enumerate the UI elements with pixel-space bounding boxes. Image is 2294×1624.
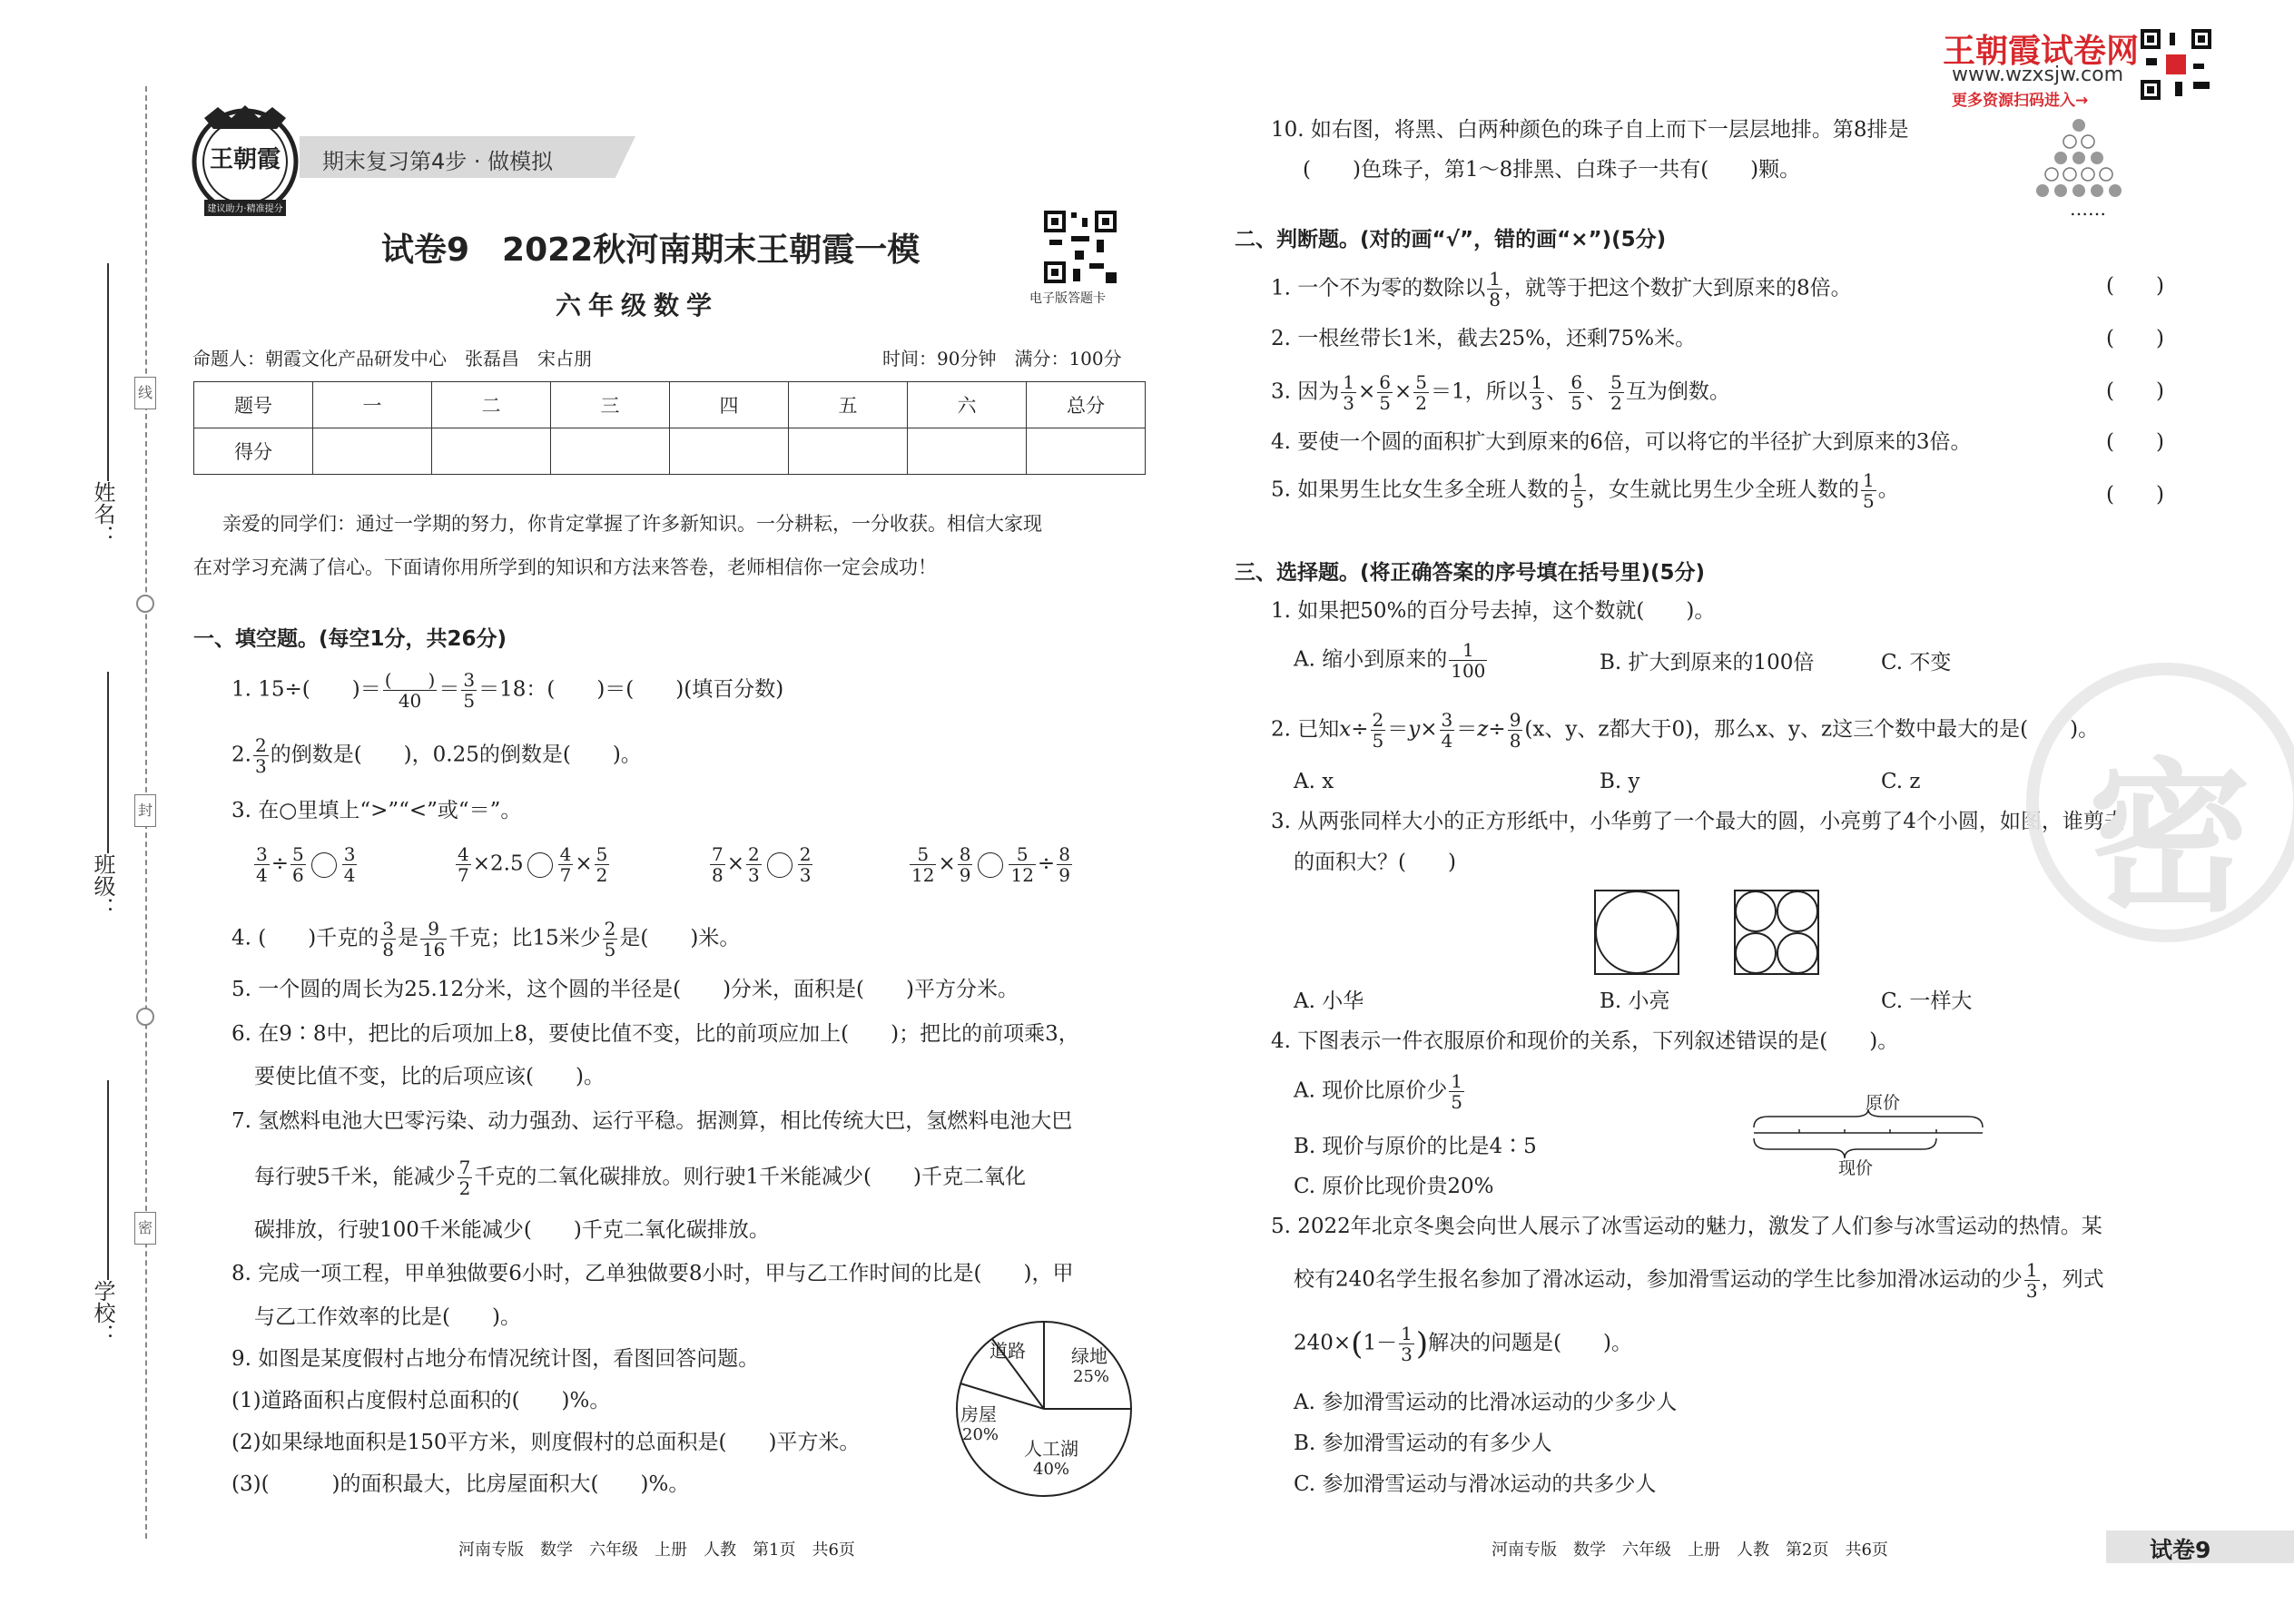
qr-caption: 电子版答题卡 [1029,291,1106,306]
section3-title: 三、选择题。(将正确答案的序号填在括号里)(5分) [1235,561,1706,585]
fraction [1009,844,1035,885]
q3-1-option-c[interactable]: C. 不变 [1881,651,1952,674]
q2-1 [1271,269,1852,310]
denominator: 12 [911,864,935,886]
text: ，列式 [2041,1267,2104,1292]
denominator: 2 [596,864,608,886]
denominator: 5 [604,939,616,960]
numerator: 1 [1489,268,1501,290]
numerator: 7 [458,1156,471,1178]
fraction [1609,372,1624,413]
name-label: 姓名： [90,481,115,546]
numerator: 9 [420,919,447,940]
fraction [254,844,270,885]
school-line[interactable] [107,1080,109,1280]
fraction [458,1157,473,1198]
text: 校有240名学生报名参加了滑冰运动，参加滑雪运动的学生比参加滑冰运动的少 [1294,1267,2023,1292]
q1-1-a: 1. 15÷( )＝ [231,677,381,702]
fraction [1341,372,1356,413]
binding-hole [136,595,154,613]
text: 4. ( )千克的 [231,926,379,950]
q3-5-option-b[interactable]: B. 参加滑雪运动的有多少人 [1294,1432,1552,1455]
fraction [1570,470,1586,511]
q3-1-option-a[interactable] [1294,640,1489,681]
text: 是 [397,926,418,950]
q3-4-stem: 4. 下图表示一件衣服原价和现价的关系，下列叙述错误的是( )。 [1271,1029,1899,1053]
denominator: 5 [1451,1091,1462,1113]
numerator: 4 [458,843,469,865]
denominator: 6 [292,864,304,886]
logo-sub: 建议助力·精准提分 [207,204,283,214]
q2-4: 4. 要使一个圆的面积扩大到原来的6倍，可以将它的半径扩大到原来的3倍。 [1271,430,1972,454]
operator: ×2.5 [472,851,524,876]
square-four-circles [1734,890,1819,975]
seal-mark-seal: 封 [134,794,156,827]
q1-8-line2: 与乙工作效率的比是( )。 [254,1305,521,1329]
fraction [595,844,610,885]
logo [186,100,304,218]
score-cell[interactable] [432,428,551,475]
judge-paren-3[interactable]: ( ) [2106,379,2164,403]
fraction [2024,1260,2040,1301]
fraction [380,919,396,960]
q1-1 [231,670,783,711]
numerator: 5 [1610,371,1622,393]
numerator: 1 [2025,1259,2038,1281]
fraction [1861,470,1876,511]
q3-3-option-a[interactable]: A. 小华 [1294,989,1364,1013]
label-current-price: 现价 [1838,1158,1874,1178]
denominator: 8 [1489,289,1501,310]
text: ，女生就比男生少全班人数的 [1588,477,1859,502]
pie-label-road: 道路 [989,1340,1026,1362]
footer-right: 河南专版 数学 六年级 上册 人教 第2页 共6页 [1492,1540,1888,1560]
numerator: 4 [559,843,572,865]
label-original-price: 原价 [1866,1093,1901,1113]
fraction [1449,1071,1464,1112]
numerator: 6 [1379,371,1392,393]
time-score: 时间：90分钟 满分：100分 [882,348,1122,369]
text: (x、y、z都大于0)，那么x、y、z这三个数中最大的是( )。 [1524,717,2100,742]
fraction [1377,372,1393,413]
bead-ellipsis: …… [2070,198,2106,220]
q1-9-sub1: (1)道路面积占度假村总面积的( )%。 [231,1389,611,1412]
secret-stamp-text: 密 [2088,744,2252,934]
score-head-5: 五 [789,382,908,428]
q1-5: 5. 一个圆的周长为25.12分米，这个圆的半径是( )分米，面积是( )平方分米。 [231,978,1019,1001]
fraction [1569,372,1584,413]
fraction [910,844,936,885]
q3-5-option-a[interactable]: A. 参加滑雪运动的比滑冰运动的少多少人 [1294,1391,1678,1414]
operator: ÷ [1037,851,1056,876]
q1-7-line3: 碳排放，行驶100千米能减少( )千克二氧化碳排放。 [254,1218,770,1242]
q1-3-item-2 [454,844,611,885]
judge-paren-1[interactable]: ( ) [2106,274,2164,298]
denominator: 100 [1451,660,1486,682]
q3-5-option-c[interactable]: C. 参加滑雪运动与滑冰运动的共多少人 [1294,1472,1657,1496]
score-cell[interactable] [789,428,908,475]
q3-1-option-b[interactable]: B. 扩大到原来的100倍 [1600,651,1815,674]
compare-circle[interactable] [978,852,1003,878]
pie-label-green: 绿地 [1071,1345,1108,1367]
numerator: 1 [1449,640,1487,661]
operator: ÷ [271,851,290,876]
logo-text: 王朝霞 [209,146,281,173]
q3-4-option-b[interactable]: B. 现价与原价的比是4∶5 [1294,1135,1537,1158]
score-head-label: 题号 [194,382,313,428]
score-head-3: 三 [551,382,670,428]
fraction [603,919,618,960]
fraction [461,670,477,711]
text: 互为倒数。 [1625,379,1730,404]
compare-circle[interactable] [527,852,553,878]
numerator: 1 [1343,371,1354,393]
q1-2-b: 的倒数是( )，0.25的倒数是( )。 [270,743,642,767]
text: 2. 已知 [1271,717,1340,742]
text: ，就等于把这个数扩大到原来的8倍。 [1504,276,1852,300]
q3-3-line2: 的面积大？( ) [1294,851,1456,874]
denominator: 7 [559,864,572,886]
denominator: 5 [1372,730,1384,752]
q3-3-option-c[interactable]: C. 一样大 [1881,989,1973,1013]
text: 3. 因为 [1271,379,1340,404]
pie-label-lake-pct: 40% [1033,1460,1070,1479]
numerator: 8 [959,843,971,865]
judge-paren-2[interactable]: ( ) [2106,327,2164,350]
text: 1. 一个不为零的数除以 [1271,276,1486,300]
denominator: 3 [2025,1280,2038,1302]
site-url: www.wzxsjw.com [1952,64,2124,86]
fraction [383,670,438,711]
q1-7-line1: 7. 氢燃料电池大巴零污染、动力强劲、运行平稳。据测算，相比传统大巴，氢燃料电池大巴 [231,1109,1073,1133]
q3-3-option-b[interactable]: B. 小亮 [1600,989,1670,1013]
fraction [1371,710,1386,751]
paper-subtitle: 六年级数学 [556,290,720,320]
fraction [1487,269,1502,310]
pie-label-house: 房屋 [960,1403,997,1425]
q2-3: 3. 因为 $\frac{1}{3}$ × $\frac{6}{5}$ × $\frac{5}{2}$ ＝1，所以 $\frac{1}{3}$ 、 $\frac{6}{5}$ 、 $\frac{5}{2}$ 互为倒数。 [1271,371,1730,414]
pie-label-lake: 人工湖 [1024,1438,1078,1460]
denominator: 4 [343,864,356,886]
numerator: 3 [1441,709,1453,731]
square-one-circle [1594,890,1679,975]
q1-9-sub3: (3)( )的面积最大，比房屋面积大( )%。 [231,1472,690,1496]
q3-2-option-a[interactable]: A. x [1294,770,1334,793]
denominator: 5 [1379,392,1392,414]
denominator: 2 [1610,392,1622,414]
q3-5-line3: 240×(1－ $\frac{1}{3}$ )解决的问题是( )。 [1294,1323,1633,1365]
fraction [798,844,813,885]
denominator: 5 [1863,490,1875,512]
qr-code[interactable] [1042,209,1118,285]
numerator: 5 [910,844,936,865]
q1-4 [231,919,740,960]
text: 。 [1877,477,1899,502]
denominator: 3 [1343,392,1354,414]
denominator: 3 [1531,392,1543,414]
text: 千克；比15米少 [448,926,601,950]
class-line[interactable] [107,672,109,853]
q3-2-option-b[interactable]: B. y [1600,770,1640,793]
fraction [1530,372,1545,413]
numerator: 1 [1531,371,1543,393]
operator: × [938,851,956,876]
section2-title: 二、判断题。(对的画“√”，错的画“×”)(5分) [1235,228,1667,251]
numerator: 2 [254,734,267,756]
q2-2: 2. 一根丝带长1米，截去25%，还剩75%米。 [1271,327,1697,350]
numerator: 8 [1058,843,1070,865]
denominator: 7 [458,864,469,886]
fraction [1508,710,1523,751]
numerator: 1 [1572,469,1584,491]
fraction [290,844,306,885]
text: 是( )米。 [619,926,741,950]
q1-9-sub2: (2)如果绿地面积是150平方米，则度假村的总面积是( )平方米。 [231,1431,861,1454]
q3-5-line1: 5. 2022年北京冬奥会向世人展示了冰雪运动的魅力，激发了人们参与冰雪运动的热情。某 [1271,1215,2102,1238]
site-name: 王朝霞试卷网 [1943,33,2140,70]
denominator: 12 [1010,864,1034,886]
denominator: 9 [1058,864,1070,886]
numerator: 3 [463,669,476,691]
denominator: 8 [712,864,724,886]
compare-circle[interactable] [767,852,793,878]
denominator: 3 [748,864,760,886]
denominator: 9 [959,864,971,886]
land-use-pie [953,1318,1135,1500]
score-cell[interactable] [313,428,432,475]
text: 240× [1294,1331,1352,1355]
q1-8-line1: 8. 完成一项工程，甲单独做要6小时，乙单独做要8小时，甲与乙工作时间的比是( )，甲 [231,1262,1074,1285]
fraction [420,919,447,960]
denominator: 5 [463,690,476,712]
score-head-2: 二 [432,382,551,428]
intro-line-1: 亲爱的同学们：通过一学期的努力，你肯定掌握了许多新知识。一分耕耘，一分收获。相信大家现 [222,513,1042,535]
fraction [1413,372,1429,413]
numerator: 5 [596,843,608,865]
score-cell[interactable] [670,428,789,475]
operator: × [726,851,745,876]
numerator: 7 [712,843,724,865]
authors: 命题人：朝霞文化产品研发中心 张磊昌 宋占朋 [192,348,592,369]
numerator: 2 [748,843,760,865]
score-row-label: 得分 [194,428,313,475]
fraction [558,844,574,885]
score-cell[interactable] [1027,428,1146,475]
numerator: 3 [256,843,268,865]
fraction [1399,1324,1414,1364]
school-label: 学校： [90,1280,115,1345]
text: 每行驶5千米，能减少 [254,1165,456,1189]
score-head-6: 六 [908,382,1027,428]
fraction [456,844,471,885]
q3-5-line2 [1294,1260,2104,1301]
numerator: 2 [1372,709,1384,731]
q1-10-line2: ( )色珠子，第1～8排黑、白珠子一共有( )颗。 [1303,158,1801,182]
q1-9-stem: 9. 如图是某度假村占地分布情况统计图，看图回答问题。 [231,1347,760,1371]
score-head-4: 四 [670,382,789,428]
q3-2-option-c[interactable]: C. z [1881,770,1921,793]
footer-left: 河南专版 数学 六年级 上册 人教 第1页 共6页 [458,1540,855,1560]
q3-4-option-c[interactable]: C. 原价比现价贵20% [1294,1175,1494,1198]
text: 千克的二氧化碳排放。则行驶1千米能减少( )千克二氧化 [474,1165,1026,1189]
fraction [710,844,725,885]
q1-2 [231,735,642,776]
numerator: ( ) [384,669,436,691]
compare-circle[interactable] [311,852,337,878]
numerator: 5 [292,843,304,865]
numerator: 3 [343,843,356,865]
text: ＝1，所以 [1431,379,1528,404]
numerator: 1 [1401,1323,1413,1344]
text: 5. 如果男生比女生多全班人数的 [1271,477,1570,502]
seal-mark-line: 线 [134,377,156,409]
denominator: 8 [1509,730,1521,752]
numerator: 2 [799,843,812,865]
class-label: 班级： [90,853,115,919]
score-head-total: 总分 [1027,382,1146,428]
q3-4-option-a[interactable] [1294,1071,1466,1112]
numerator: 5 [1009,844,1035,865]
judge-paren-4[interactable]: ( ) [2106,430,2164,454]
denominator: 8 [382,939,394,960]
q1-6-line2: 要使比值不变，比的后项应该( )。 [254,1065,605,1088]
binding-hole [136,1008,154,1026]
fraction [342,844,358,885]
numerator: 9 [1509,709,1521,731]
denominator: 4 [256,864,268,886]
fraction [1057,844,1072,885]
q1-1-b: ＝ [438,677,460,702]
denominator: 40 [398,690,422,712]
q1-3-item-4 [908,844,1074,885]
q1-6-line1: 6. 在9∶8中，把比的后项加上8，要使比值不变，比的前项应加上( )；把比的前项乘3， [231,1022,1079,1046]
denominator: 5 [1570,392,1583,414]
q1-7-line2 [254,1157,1026,1198]
q3-1-stem: 1. 如果把50%的百分号去掉，这个数就( )。 [1271,599,1716,623]
intro-line-2: 在对学习充满了信心。下面请你用所学到的知识和方法来答卷，老师相信你一定会成功！ [193,556,937,578]
judge-paren-5[interactable]: ( ) [2106,483,2164,507]
denominator: 3 [799,864,812,886]
numerator: 1 [1451,1070,1462,1092]
denominator: 3 [1401,1343,1413,1365]
pie-label-house-pct: 20% [962,1425,999,1444]
denominator: 4 [1441,730,1453,752]
text: 解决的问题是( )。 [1428,1331,1633,1355]
score-cell[interactable] [908,428,1027,475]
fraction [1449,640,1487,681]
denominator: 2 [458,1177,471,1199]
q1-3: 3. 在○里填上“>”“<”或“＝”。 [231,799,522,822]
numerator: 6 [1570,371,1583,393]
numerator: 1 [1863,469,1875,491]
operator: × [575,851,593,876]
numerator: 2 [604,918,616,940]
name-line[interactable] [107,263,109,481]
bead-figure [2020,116,2138,198]
site-more: 更多资源扫码进入→ [1952,92,2089,110]
score-table [193,381,1146,475]
q3-3-line1: 3. 从两张同样大小的正方形纸中，小华剪了一个最大的圆，小亮剪了4个小圆，如图，谁剪去 [1271,810,2125,833]
q2-5 [1271,470,1899,511]
score-head-1: 一 [313,382,432,428]
footer-tag: 试卷9 [2150,1537,2211,1563]
fraction [746,844,762,885]
q1-10-line1: 10. 如右图，将黑、白两种颜色的珠子自上而下一层层地排。第8排是 [1271,118,1909,142]
pie-label-green-pct: 25% [1073,1367,1110,1386]
text: A. 现价比原价少 [1294,1078,1448,1103]
q1-2-a: 2. [231,743,251,767]
score-cell[interactable] [551,428,670,475]
fraction [253,735,269,776]
fraction [958,844,973,885]
q3-2-stem: 2. 已知x÷ $\frac{2}{5}$ ＝y× $\frac{3}{4}$ ＝z÷ $\frac{9}{8}$ (x、y、z都大于0)，那么x、y、z这三个数中最大的是( )。 [1271,709,2100,752]
seal-mark-secret: 密 [134,1212,156,1245]
denominator: 3 [254,755,267,777]
q1-3-item-3 [708,844,814,885]
denominator: 2 [1415,392,1428,414]
banner-text: 期末复习第4步 · 做模拟 [322,149,554,174]
section1-title: 一、填空题。(每空1分，共26分) [193,627,507,651]
denominator: 16 [421,939,446,960]
q1-3-item-1 [252,844,359,885]
numerator: 5 [1415,371,1428,393]
site-qr[interactable] [2139,27,2213,102]
paper-title: 试卷9 2022秋河南期末王朝霞一模 [381,231,921,269]
fraction [1440,710,1455,751]
numerator: 3 [382,918,394,940]
denominator: 5 [1572,490,1584,512]
text: A. 缩小到原来的 [1294,647,1448,672]
q1-1-c: ＝18：( )＝( )(填百分数) [478,677,784,702]
